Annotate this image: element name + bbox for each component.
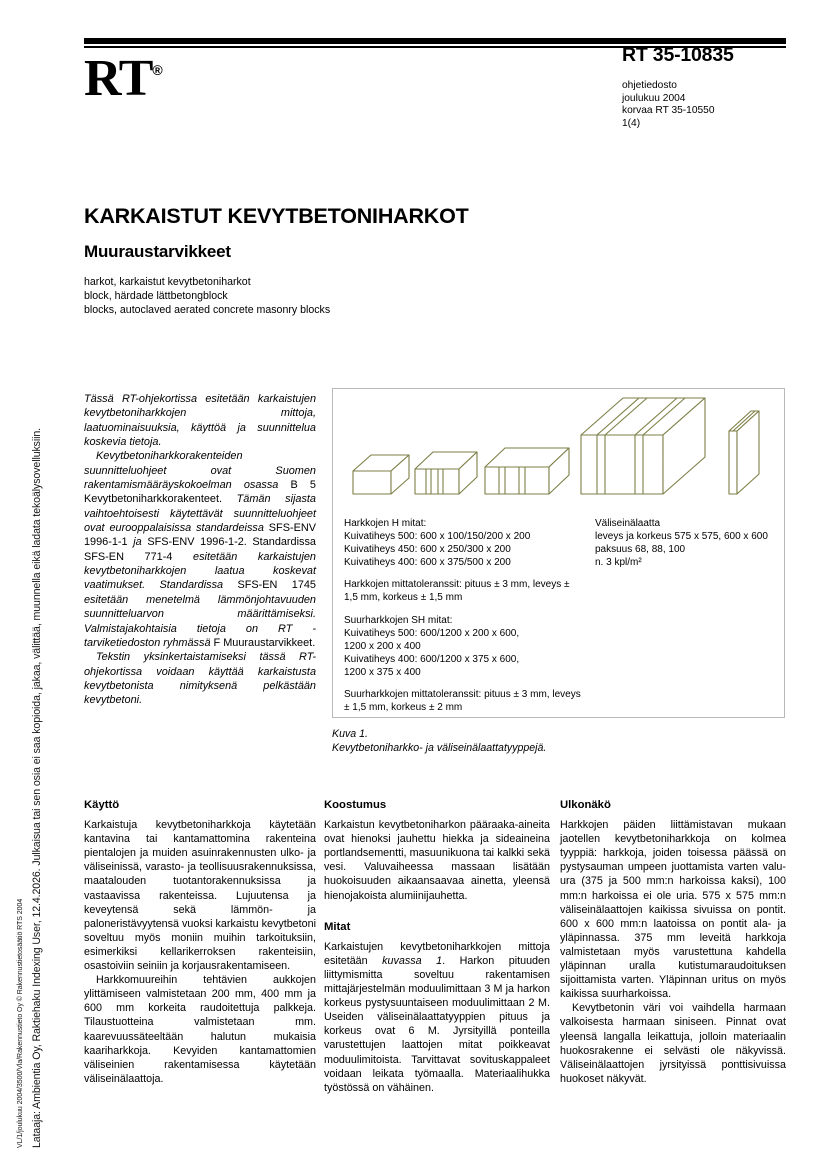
heading-koostumus: Koostumus (324, 799, 387, 811)
meta-line-date: joulukuu 2004 (622, 92, 686, 104)
keyword-list (84, 275, 330, 318)
column-kaytto (84, 798, 316, 1086)
heading-mitat: Mitat (324, 920, 351, 933)
heading-ulkonako: Ulkonäkö (560, 799, 611, 811)
heading-kaytto: Käyttö (84, 799, 120, 811)
keyword-fi: harkot, karkaistut kevytbetoniharkot (84, 276, 251, 288)
intro-paragraph-2: Kevytbetoniharkkorakenteiden suunnitteluohjeet ovat Suomen rakentamismääräyskokoelman osassa B 5 Kevytbetoniharkkorakenteet. Tämän sijasta vaihtoehtoisesti käytettävät suunnitteluohjeet ovat eurooppalaisissa standardeissa SFS-ENV 1996-1-1 ja SFS-ENV 1996-1-2. Standardissa SFS-EN 771-4 esitetään karkaistujen kevytbetoniharkkojen laatua koskevat vaatimukset. Standardissa SFS-EN 1745 esitetään menetelmä lämmönjohtavuuden suunnitteluarvon määrittämiseksi. Valmistajakohtaisia tietoja on RT -tarviketiedoston ryhmässä F Muuraustarvikkeet. (84, 450, 316, 649)
intro-paragraph-3: Tekstin yksinkertaistamiseksi tässä RT-ohjekortissa voidaan käyttää karkaistusta kevytbetonista nimityksenä pelkästään kevytbetoni. (84, 651, 316, 707)
margin-download-note: Lataaja: Ambientia Oy, Raktiehaku Indexing User, 12.4.2026. Julkaisua tai sen osia ei saa kopioida, jakaa, välittää, muunnella eikä ladata tekoälysovelluksiin. (31, 427, 43, 1148)
margin-copyright-note: VL/1/joulukuu 2004/3500/Vla/Rakennustieto Oy © Rakennustietosäätiö RTS 2004 (17, 898, 24, 1148)
document-number: RT 35-10835 (622, 44, 734, 66)
figure-specs-right (595, 517, 775, 569)
spec-group-h: Harkkojen H mitat: Kuivatiheys 500: 600 x 100/150/200 x 200 Kuivatiheys 450: 600 x 250/300 x 200 Kuivatiheys 400: 600 x 375/500 x 200 (344, 518, 531, 569)
block-100mm (353, 455, 409, 494)
intro-paragraph-1: Tässä RT-ohjekortissa esitetään karkaistujen kevytbetoniharkkojen mittoja, laatuominaisuuksia, käyttöä ja suunnittelua koskevia tietoja. (84, 393, 316, 449)
figure-box (332, 388, 785, 718)
spec-group-sh: Suurharkkojen SH mitat: Kuivatiheys 500: 600/1200 x 200 x 600, 1200 x 200 x 400 Kuivatiheys 400: 600/1200 x 375 x 600, 1200 x 375 x 400 (344, 614, 520, 678)
registered-trademark-icon: ® (152, 62, 163, 78)
figure-reference: kuvassa 1 (382, 954, 443, 967)
intro-text (84, 392, 316, 708)
spec-group-slab: Väliseinälaatta leveys ja korkeus 575 x 575, 600 x 600 paksuus 68, 88, 100 n. 3 kpl/m² (595, 518, 768, 569)
rt-logo-text: RT (84, 50, 153, 107)
figure-caption (332, 727, 546, 755)
partition-slab (729, 411, 759, 494)
rt-logo (84, 44, 163, 105)
block-300mm (485, 448, 569, 494)
ulkonako-paragraph-1: Harkkojen päiden liittämistavan mukaan jaotellen kevytbetoniharkkoja on kolmea tyyppiä: harkkoja, joiden toisessa päässä on pystysauman umpeen juottamista varten valu-ura (375 ja 500 mm:n harkoissa kaksi), 100 mm:n harkoissa ei ole uria. 575 x 575 mm:n väliseinälaattojen kaikissa sivuissa on pontit. 600 x 600 mm:n laatoissa on pontit ala- ja yläpinnassa. 375 mm leveitä harkkoja valmistetaan myös varustettuna kahdella yläpinnan uralla kutistumaraudoituksen sijoittamista varten. Yläpinnan uritus on myös kaikissa suurharkoissa. (560, 819, 786, 1001)
block-illustration (333, 389, 784, 507)
block-500mm (581, 398, 705, 494)
ulkonako-paragraph-2: Kevytbetonin väri voi vaihdella harmaan valkoisesta harmaan siniseen. Pinnat ovat yleensä langalla leikattuja, jolloin materiaalin huokosrakenne ei selvästi ole näkyvissä. Väliseinälaattojen jyrsityissä ponttisivuissa huokoset näkyvät. (560, 1002, 786, 1085)
spec-tolerance-h: Harkkojen mittatoleranssit: pituus ± 3 mm, leveys ± 1,5 mm, korkeus ± 1,5 mm (344, 579, 570, 604)
koostumus-paragraph-1: Karkaistun kevytbetoniharkon pääraaka-aineita ovat hienoksi jauhettu hiekka ja sideaineina portlandsementti, masuunikuona tai kalkki sekä vesi. Valuvaiheessa massaan lisätään huokoisuuden aikaansaavaa ainetta, yleensä hienojakoista alumiinijauhetta. (324, 819, 550, 902)
column-koostumus-mitat (324, 798, 550, 1095)
figure-caption-text: Kevytbetoniharkko- ja väliseinälaattatyyppejä. (332, 742, 547, 754)
meta-line-type: ohjetiedosto (622, 80, 677, 91)
document-meta (622, 80, 715, 130)
keyword-en: blocks, autoclaved aerated concrete masonry blocks (84, 304, 331, 317)
figure-specs-left (344, 517, 584, 714)
kaytto-paragraph-2: Harkkomuureihin tehtävien aukkojen ylittämiseen valmistetaan 200 mm, 400 mm ja 600 mm korkeita raudoitettuja palkkeja. Tilaustuotteina valmistetaan mm. kaarevuussäteeltään halutun mukaisia kaariharkkoja. Kevyiden kantamattomien väliseinien rakentamisessa käytetään väliseinälaattoja. (84, 974, 316, 1085)
figure-caption-number: Kuva 1. (332, 728, 368, 740)
kaytto-paragraph-1: Karkaistuja kevytbetoniharkkoja käytetään kantavina tai kantamattomina rakenteina pientalojen ja muiden asuinrakennusten ulko- ja väliseinissä, varasto- ja teollisuusrakennuksissa, maatalouden tuotantorakennuksissa ja vastaavissa rakenteissa. Lujuutensa ja keveytensä sekä lämmön- ja paloneristävyytensä vuoksi karkaistu kevytbetoni soveltuu myös moniin muihin tarkoituksiin, esimerkiksi kellarikerroksen rakenteisiin, osastoiviin seiniin ja korjausrakentamiseen. (84, 819, 316, 973)
meta-line-replaces: korvaa RT 35-10550 (622, 105, 715, 117)
block-150mm (415, 452, 477, 494)
mitat-paragraph-1: Karkaistujen kevytbetoniharkkojen mittoja esitetään kuvassa 1. Harkon pituuden liittymismitta soveltuu rakentamisen mittajärjestelmän moduulimittaan 3 M ja harkon korkeus pystysuuntaiseen moduulimittaan 2 M. Useiden väliseinälaattatyyppien pituus ja korkeus ovat 6 M. Jyrsityillä ponteilla varustettujen laattojen mitat poikkeavat moduulimitoista. Tarvittavat sovituskappaleet voidaan leikata työmaalla. Materiaalihukka työstössä on vähäinen. (324, 940, 550, 1094)
keyword-sv: block, härdade lättbetongblock (84, 290, 228, 303)
page-subtitle: Muuraustarvikkeet (84, 242, 231, 262)
column-ulkonako (560, 798, 786, 1086)
page-title: KARKAISTUT KEVYTBETONIHARKOT (84, 204, 469, 229)
spec-tolerance-sh: Suurharkkojen mittatoleranssit: pituus ± 3 mm, leveys ± 1,5 mm, korkeus ± 2 mm (344, 689, 581, 714)
meta-line-page: 1(4) (622, 117, 641, 129)
